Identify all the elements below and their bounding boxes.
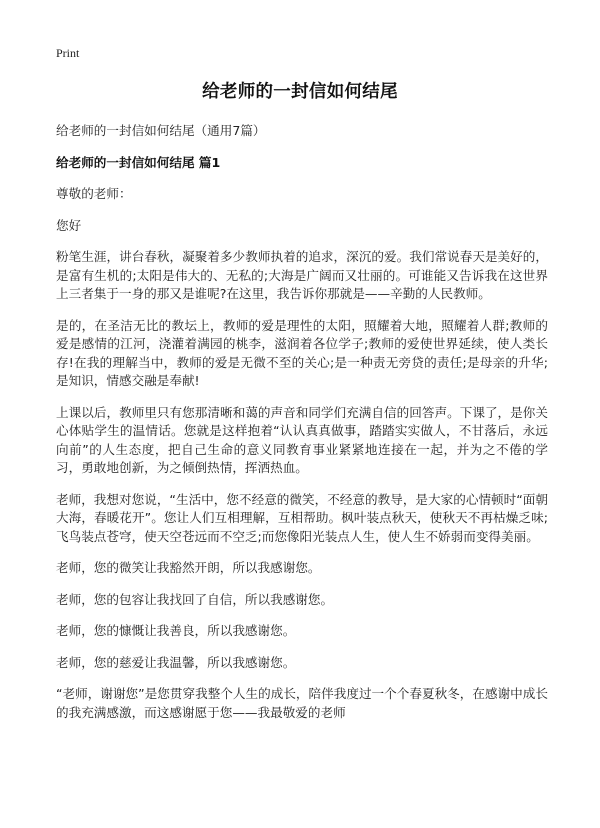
body-paragraph: 老师，我想对您说，“生活中，您不经意的微笑，不经意的教导，是大家的心情顿时“面朝大海，春暖花开”。您让人们互相理解，互相帮助。枫叶装点秋天，使秋天不再枯燥乏味;飞鸟装点苍穹，使天空苍远而不空乏;而您像阳光装点人生，使人生不娇弱而变得美丽。	[56, 491, 548, 544]
closing-paragraph: “老师，谢谢您”是您贯穿我整个人生的成长，陪伴我度过一个个春夏秋冬，在感谢中成长的我充满感激，而这感谢愿于您——我最敬爱的老师	[56, 686, 548, 720]
body-paragraph: 粉笔生涯，讲台春秋，凝聚着多少教师执着的追求，深沉的爱。我们常说春天是美好的，是富有生机的;太阳是伟大的、无私的;大海是广阔而又壮丽的。可谁能又告诉我在这世界上三者集于一身的那又是谁呢?在这里，我告诉你那就是——辛勤的人民教师。	[56, 249, 548, 301]
salutation: 尊敬的老师：	[56, 186, 132, 201]
page-title: 给老师的一封信如何结尾	[202, 82, 398, 102]
body-paragraph: 上课以后，教师里只有您那清晰和蔼的声音和同学们充满自信的回答声。下课了，是你关心体贴学生的温情话。您就是这样抱着“认认真真做事，踏踏实实做人，不甘落后，永远向前”的人生态度，把自己生命的意义同教育事业紧紧地连接在一起，并为之不倦的学习，勇敢地创新，为之倾倒热情，挥洒热血。	[56, 404, 548, 475]
document-body	[56, 122, 548, 735]
body-paragraph: 是的，在圣洁无比的教坛上，教师的爱是理性的太阳，照耀着大地，照耀着人群;教师的爱是感情的江河，浇灌着满园的桃李，滋润着各位学子;教师的爱使世界延续，使人类长存!在我的理解当中，教师的爱是无微不至的关心;是一种责无旁贷的责任;是母亲的升华;是知识，情感交融是奉献!	[56, 317, 548, 388]
print-label[interactable]: Print	[56, 46, 80, 60]
document-subtitle: 给老师的一封信如何结尾（通用7篇）	[56, 123, 266, 138]
section-heading: 给老师的一封信如何结尾 篇1	[56, 154, 221, 170]
thanks-line: 老师，您的慈爱让我温馨，所以我感谢您。	[56, 654, 296, 670]
thanks-line: 老师，您的包容让我找回了自信，所以我感谢您。	[56, 591, 334, 607]
thanks-line: 老师，您的慷慨让我善良，所以我感谢您。	[56, 623, 296, 638]
thanks-line: 老师，您的微笑让我豁然开朗，所以我感谢您。	[56, 560, 321, 575]
greeting: 您好	[56, 217, 82, 233]
